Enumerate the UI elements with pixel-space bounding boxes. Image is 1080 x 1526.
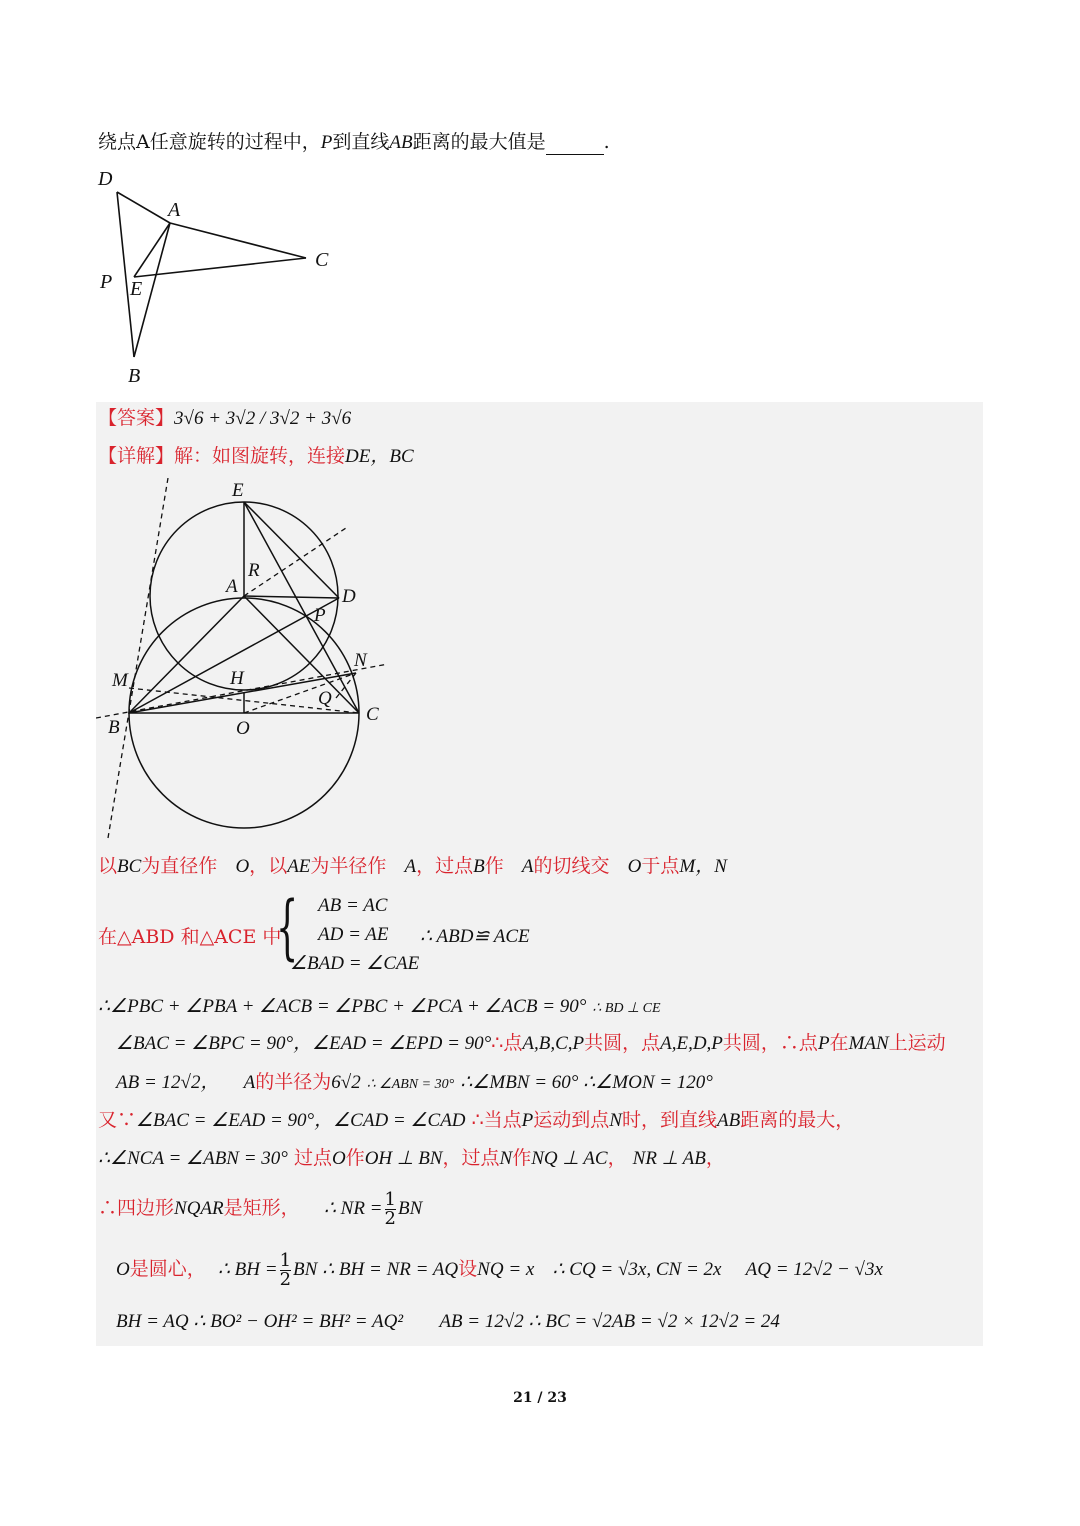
l8-d: ∴ NR = (323, 1198, 383, 1219)
l1-j: B (473, 856, 485, 877)
l7-e: OH ⊥ BN (364, 1148, 443, 1169)
l2-eq3: ∠BAD = ∠CAE (290, 953, 420, 974)
l7-j: ， (607, 1147, 627, 1169)
l1-g: 为半径作 (310, 855, 387, 877)
question-p: P (320, 132, 333, 153)
l5-e: ∴ ∠ABN = 30° (366, 1077, 455, 1092)
l7-k: NR ⊥ AB (632, 1148, 706, 1169)
l1-p: M，N (679, 856, 727, 877)
solution-line-5 (116, 1070, 713, 1097)
l1-k: 作 (484, 855, 504, 877)
l6-c: ∴当点 (471, 1109, 522, 1131)
fig1-label-d: D (98, 168, 113, 190)
fig1-label-c: C (315, 249, 329, 271)
figure-2 (96, 478, 396, 848)
fig2-label-n: N (354, 650, 367, 671)
fig2-label-o: O (236, 718, 250, 739)
solution-line-6 (98, 1108, 854, 1133)
l6-b: ∠BAC = ∠EAD = 90°，∠CAD = ∠CAD (136, 1110, 466, 1131)
l8-a: ∴四边形 (98, 1197, 175, 1219)
l3-main: ∴∠PBC + ∠PBA + ∠ACB = ∠PBC + ∠PCA + ∠ACB = 90° (98, 996, 587, 1017)
detail-line (98, 444, 414, 469)
l9-b: 是圆心， (129, 1258, 206, 1280)
page-number: 21 / 23 (513, 1390, 567, 1406)
fig2-label-b: B (108, 717, 120, 738)
l7-f: ，过点 (442, 1147, 500, 1169)
l9-d: BN ∴ BH = NR = AQ (293, 1259, 459, 1280)
l8-e: BN (397, 1198, 423, 1219)
l1-e: ，以 (249, 855, 288, 877)
solution-line-7 (98, 1146, 725, 1171)
l7-g: N (499, 1148, 513, 1169)
l6-d: P (521, 1110, 534, 1131)
detail-tag: 【详解】 (98, 445, 175, 467)
l2-pre: 在△ABD 和△ACE 中 (98, 926, 282, 948)
l4-g: P (817, 1033, 830, 1054)
l6-h: AB (717, 1110, 741, 1131)
answer-line (98, 406, 351, 431)
l9-c: ∴ BH = (217, 1259, 278, 1280)
fig2-label-c: C (366, 704, 379, 725)
l4-f: 共圆，∴点 (722, 1032, 818, 1054)
fig2-label-h: H (230, 668, 244, 689)
l8-c: 是矩形， (223, 1197, 300, 1219)
question-line (98, 130, 610, 155)
solution-line-10 (116, 1309, 780, 1334)
l7-l: ， (705, 1147, 725, 1169)
l1-a: 以 (98, 855, 118, 877)
l1-l: A (521, 856, 534, 877)
l7-c: O (331, 1148, 346, 1169)
l8-frac (384, 1188, 396, 1229)
l1-h: A (404, 856, 417, 877)
solution-line-3 (98, 994, 661, 1021)
l9-frac (279, 1249, 292, 1290)
fig2-label-a: A (226, 576, 238, 597)
l1-m: 的切线交 (533, 855, 610, 877)
fig1-label-e: E (130, 278, 143, 300)
fig2-label-e: E (232, 480, 244, 501)
l7-i: NQ ⊥ AC (531, 1148, 608, 1169)
answer-value: 3√6 + 3√2 / 3√2 + 3√6 (174, 408, 352, 429)
l2-eq2: AD = AE (318, 924, 389, 945)
l10-a: BH = AQ ∴ BO² − OH² = BH² = AQ² (116, 1311, 404, 1332)
question-prefix: 绕点A任意旋转的过程中， (98, 131, 321, 153)
l8-num: 1 (384, 1188, 396, 1210)
l9-g: ∴ CQ = √3x, CN = 2x (552, 1259, 722, 1280)
l4-d: 共圆，点 (584, 1032, 661, 1054)
l10-b: AB = 12√2 ∴ BC = √2AB = √2 × 12√2 = 24 (439, 1311, 780, 1332)
solution-line-9 (116, 1247, 883, 1292)
l4-e: A,E,D,P (660, 1033, 723, 1054)
figure-1 (90, 160, 350, 390)
l2-brace: { (276, 886, 299, 968)
fig1-label-p: P (100, 271, 113, 293)
l1-n: O (627, 856, 642, 877)
detail-text: 解：如图旋转，连接 (174, 445, 346, 467)
l7-h: 作 (512, 1147, 532, 1169)
l6-i: 距离的最大， (740, 1109, 855, 1131)
l5-b: A (243, 1072, 256, 1093)
l1-b: BC (117, 856, 142, 877)
l6-g: 时，到直线 (621, 1109, 717, 1131)
l6-a: 又∵ (98, 1109, 137, 1131)
l9-h: AQ = 12√2 − √3x (745, 1259, 883, 1280)
l9-num: 1 (279, 1249, 292, 1271)
l6-e: 运动到点 (533, 1109, 610, 1131)
question-ab: AB (389, 132, 413, 153)
l5-c: 的半径为 (255, 1071, 332, 1093)
answer-tag: 【答案】 (98, 407, 175, 429)
l2-concl: ∴ ABD≌ ACE (420, 926, 530, 947)
l8-b: NQAR (174, 1198, 224, 1219)
l4-i: MAN (848, 1033, 889, 1054)
l9-e: 设 (458, 1258, 478, 1280)
solution-line-8 (98, 1186, 422, 1231)
l4-h: 在 (829, 1032, 849, 1054)
l4-b: ∴点 (491, 1032, 523, 1054)
question-end: . (603, 131, 610, 153)
solution-line-1 (98, 854, 727, 879)
l1-f: AE (287, 856, 311, 877)
detail-vars: DE，BC (345, 446, 414, 467)
fig2-label-m: M (112, 670, 128, 691)
l1-d: O (235, 856, 250, 877)
l5-f: ∴∠MBN = 60° ∴∠MON = 120° (460, 1072, 713, 1093)
fig2-label-q: Q (318, 688, 332, 709)
fig2-label-d: D (342, 586, 356, 607)
l8-den: 2 (384, 1207, 396, 1229)
l1-i: ，过点 (416, 855, 474, 877)
l3-small: ∴ BD ⊥ CE (592, 1001, 661, 1016)
l7-b: 过点 (293, 1147, 332, 1169)
fig1-label-b: B (128, 365, 141, 387)
l9-f: NQ = x (477, 1259, 535, 1280)
l9-a: O (116, 1259, 130, 1280)
answer-blank (546, 138, 604, 155)
fig2-label-r: R (248, 560, 260, 581)
l7-d: 作 (345, 1147, 365, 1169)
l6-f: N (609, 1110, 622, 1131)
question-suffix: 距离的最大值是 (412, 131, 546, 153)
fig2-label-p: P (314, 605, 326, 626)
question-mid: 到直线 (332, 131, 390, 153)
l9-den: 2 (279, 1268, 292, 1290)
fig1-label-a: A (168, 199, 181, 221)
l2-eq1: AB = AC (318, 895, 388, 916)
l1-o: 于点 (641, 855, 680, 877)
l7-a: ∴∠NCA = ∠ABN = 30° (98, 1148, 288, 1169)
l4-j: 上运动 (888, 1032, 946, 1054)
l1-c: 为直径作 (141, 855, 218, 877)
l5-a: AB = 12√2， (116, 1072, 220, 1093)
l4-c: A,B,C,P (522, 1033, 585, 1054)
l4-a: ∠BAC = ∠BPC = 90°，∠EAD = ∠EPD = 90° (116, 1033, 492, 1054)
l5-d: 6√2 (331, 1072, 361, 1093)
solution-line-4 (116, 1031, 946, 1056)
